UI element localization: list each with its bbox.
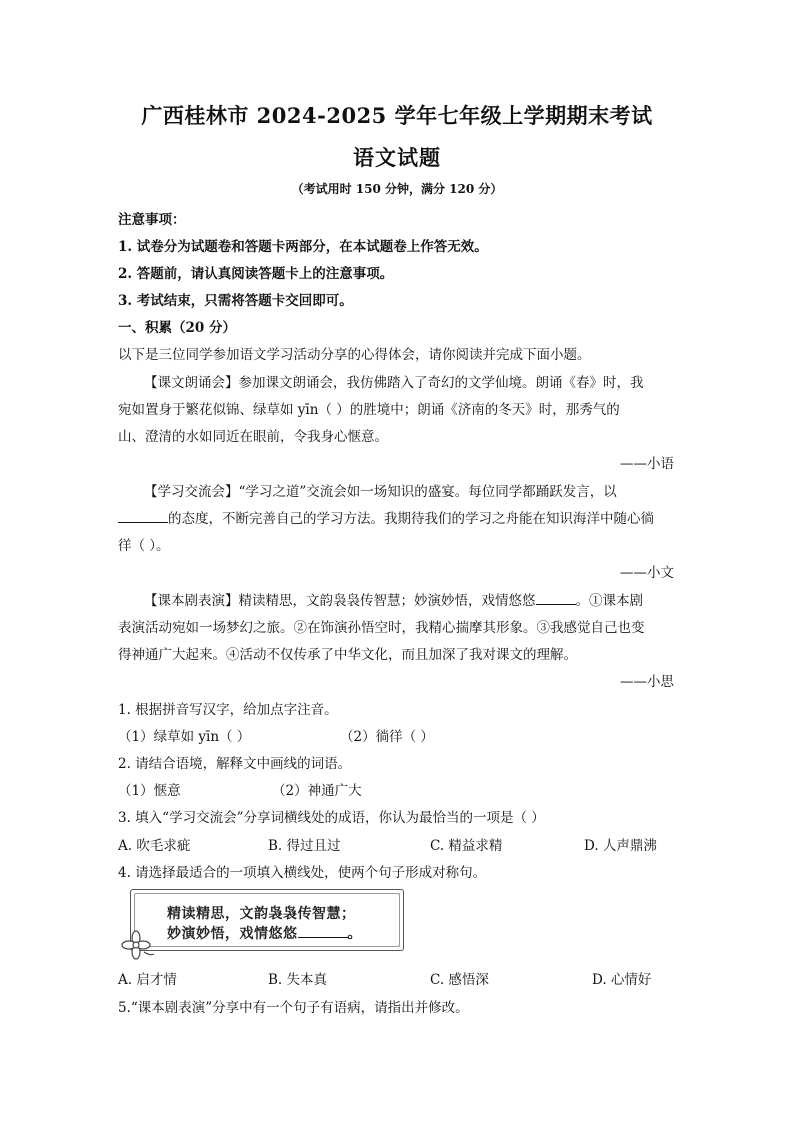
p3-line-3: 得神通广大起来。④活动不仅传承了中华文化，而且加深了我对课文的理解。 <box>118 647 577 663</box>
p3-line-2: 表演活动宛如一场梦幻之旅。②在饰演孙悟空时，我精心揣摩其形象。③我感觉自己也变 <box>118 620 645 636</box>
q4-option-d[interactable]: D. 心情好 <box>592 972 652 988</box>
q4-box-line-2: 妙演妙悟，戏情悠悠 <box>167 926 298 942</box>
section-heading: 一、积累（20 分） <box>118 320 236 336</box>
q4-option-b[interactable]: B. 失本真 <box>268 972 328 988</box>
q3-option-d[interactable]: D. 人声鼎沸 <box>584 838 657 854</box>
flower-decoration-icon <box>120 930 156 960</box>
p2-author: ——小文 <box>620 565 674 581</box>
p2-line-3: 徉（ ）。 <box>118 538 170 554</box>
question-1-a: （1）绿草如 yīn（ ） <box>118 729 251 745</box>
q3-option-c[interactable]: C. 精益求精 <box>430 838 503 854</box>
p3-line-1-wrap <box>144 589 643 609</box>
q4-box-line-2-wrap <box>167 923 362 943</box>
question-1-b: （2）徜徉（ ） <box>340 729 434 745</box>
exam-title: 广西桂林市 2024-2025 学年七年级上学期期末考试 <box>141 103 653 128</box>
idiom-blank[interactable] <box>118 510 168 523</box>
p1-line-1: 【课文朗诵会】参加课文朗诵会，我仿佛踏入了奇幻的文学仙境。朗诵《春》时，我 <box>144 375 644 391</box>
q4-box-line-1: 精读精思，文韵袅袅传智慧； <box>167 906 356 922</box>
q4-sentence-box <box>130 889 404 951</box>
question-1: 1. 根据拼音写汉字，给加点字注音。 <box>118 702 338 718</box>
section-intro: 以下是三位同学参加语文学习活动分享的心得体会，请你阅读并完成下面小题。 <box>118 347 591 363</box>
p2-line-2-wrap <box>118 507 654 527</box>
notes-item-2: 2. 答题前，请认真阅读答题卡上的注意事项。 <box>118 266 394 282</box>
p1-line-2: 宛如置身于繁花似锦、绿草如 yīn（ ）的胜境中；朗诵《济南的冬天》时，那秀气的 <box>118 402 620 418</box>
notes-heading: 注意事项： <box>118 212 186 228</box>
q4-box-blank[interactable] <box>298 924 348 938</box>
p1-author: ——小语 <box>620 456 674 472</box>
question-2-b: （2）神通广大 <box>272 783 362 799</box>
question-3: 3. 填入“学习交流会”分享词横线处的成语，你认为最恰当的一项是（ ） <box>118 810 545 826</box>
question-4: 4. 请选择最适合的一项填入横线处，使两个句子形成对称句。 <box>118 865 487 881</box>
p2-line-1: 【学习交流会】“学习之道”交流会如一场知识的盛宴。每位同学都踊跃发言，以 <box>144 484 617 500</box>
exam-subject-title: 语文试题 <box>353 145 441 170</box>
q4-option-c[interactable]: C. 感悟深 <box>430 972 489 988</box>
p2-line-2: 的态度，不断完善自己的学习方法。我期待我们的学习之舟能在知识海洋中随心徜 <box>168 511 654 527</box>
p3-line-1a: 【课本剧表演】精读精思，文韵袅袅传智慧；妙演妙悟，戏情悠悠 <box>144 593 536 609</box>
p3-line-1b: 。①课本剧 <box>575 593 643 609</box>
p3-author: ——小思 <box>620 674 674 690</box>
question-2: 2. 请结合语境，解释文中画线的词语。 <box>118 756 352 772</box>
p1-line-3: 山、澄清的水如同近在眼前，令我身心惬意。 <box>118 429 388 445</box>
q3-option-a[interactable]: A. 吹毛求疵 <box>118 838 191 854</box>
question-5: 5.“课本剧表演”分享中有一个句子有语病，请指出并修改。 <box>118 1000 469 1016</box>
q4-option-a[interactable]: A. 启才情 <box>118 972 177 988</box>
notes-item-3: 3. 考试结束，只需将答题卡交回即可。 <box>118 293 353 309</box>
q4-box-end: 。 <box>347 926 362 942</box>
question-2-a: （1）惬意 <box>118 783 181 799</box>
notes-item-1: 1. 试卷分为试题卷和答题卡两部分，在本试题卷上作答无效。 <box>118 239 488 255</box>
q3-option-b[interactable]: B. 得过且过 <box>268 838 341 854</box>
p3-blank[interactable] <box>536 592 576 605</box>
exam-info: （考试用时 150 分钟，满分 120 分） <box>291 182 503 196</box>
